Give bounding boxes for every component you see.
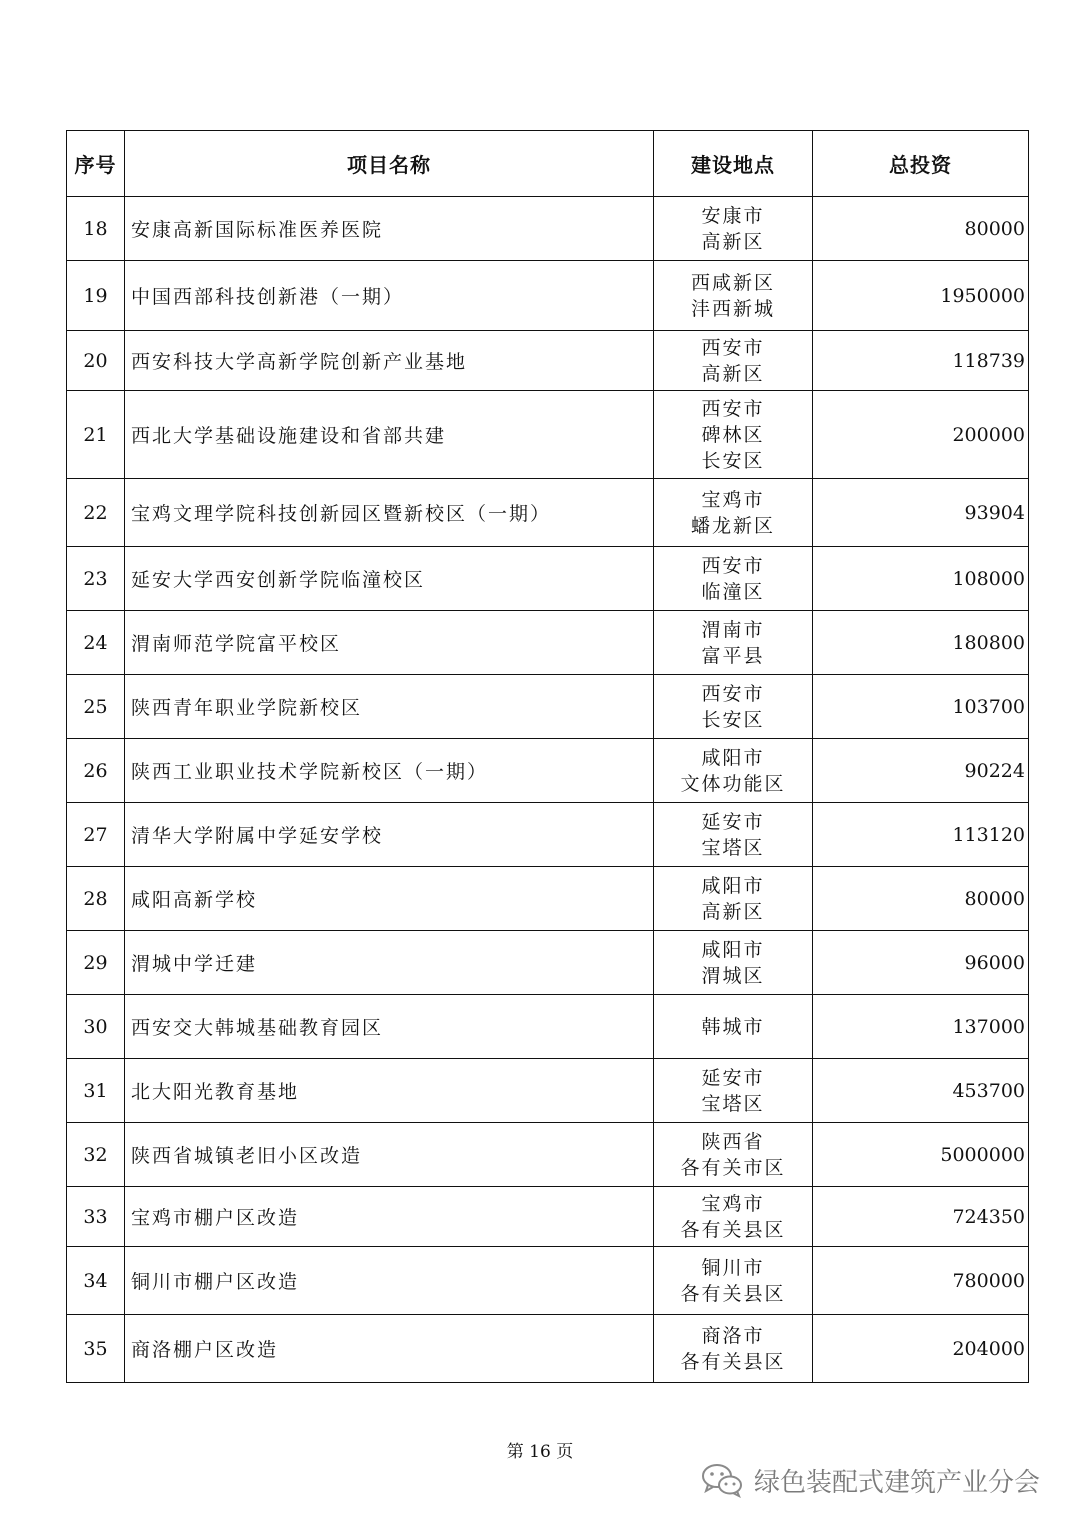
location-line: 渭城区	[701, 964, 765, 987]
location-line: 咸阳市	[701, 746, 765, 769]
cell-location	[654, 803, 813, 867]
table-row	[67, 739, 1029, 803]
cell-investment: 80000	[813, 867, 1029, 931]
cell-seq: 23	[67, 547, 125, 611]
cell-investment: 180800	[813, 611, 1029, 675]
header-investment: 总投资	[813, 131, 1029, 197]
cell-location	[654, 197, 813, 261]
table-row	[67, 611, 1029, 675]
location-line: 安康市	[701, 204, 765, 227]
cell-project-name: 安康高新国际标准医养医院	[125, 197, 654, 261]
page-number: 第 16 页	[506, 1442, 574, 1462]
location-line: 宝鸡市	[701, 1192, 765, 1215]
cell-seq: 25	[67, 675, 125, 739]
location-line: 临潼区	[701, 580, 765, 603]
table-row	[67, 261, 1029, 331]
location-line: 延安市	[701, 1066, 765, 1089]
wechat-icon	[700, 1462, 744, 1498]
table-row	[67, 675, 1029, 739]
location-line: 西安市	[701, 397, 765, 420]
location-line: 文体功能区	[680, 772, 786, 795]
cell-location	[654, 1247, 813, 1315]
watermark	[700, 1460, 1060, 1500]
table-row	[67, 1315, 1029, 1383]
table-row	[67, 995, 1029, 1059]
cell-seq: 35	[67, 1315, 125, 1383]
table-row	[67, 803, 1029, 867]
location-line: 西安市	[701, 682, 765, 705]
location-line: 各有关县区	[680, 1218, 786, 1241]
cell-investment: 137000	[813, 995, 1029, 1059]
location-line: 西安市	[701, 554, 765, 577]
cell-location	[654, 1315, 813, 1383]
cell-project-name: 北大阳光教育基地	[125, 1059, 654, 1123]
location-line: 延安市	[701, 810, 765, 833]
cell-seq: 29	[67, 931, 125, 995]
cell-seq: 31	[67, 1059, 125, 1123]
project-table-container	[66, 130, 1028, 1383]
cell-project-name: 渭城中学迁建	[125, 931, 654, 995]
cell-investment: 1950000	[813, 261, 1029, 331]
location-line: 蟠龙新区	[690, 514, 775, 537]
table-row	[67, 1187, 1029, 1247]
location-line: 铜川市	[701, 1256, 765, 1279]
table-row	[67, 1123, 1029, 1187]
table-row	[67, 867, 1029, 931]
table-row	[67, 931, 1029, 995]
table-row	[67, 391, 1029, 479]
cell-location	[654, 675, 813, 739]
location-line: 西安市	[701, 336, 765, 359]
cell-project-name: 西安交大韩城基础教育园区	[125, 995, 654, 1059]
table-row	[67, 479, 1029, 547]
cell-seq: 32	[67, 1123, 125, 1187]
cell-seq: 21	[67, 391, 125, 479]
cell-project-name: 西北大学基础设施建设和省部共建	[125, 391, 654, 479]
cell-seq: 28	[67, 867, 125, 931]
location-line: 沣西新城	[690, 297, 775, 320]
location-line: 西咸新区	[690, 271, 775, 294]
location-line: 宝塔区	[701, 836, 765, 859]
cell-project-name: 咸阳高新学校	[125, 867, 654, 931]
cell-seq: 22	[67, 479, 125, 547]
cell-location	[654, 1187, 813, 1247]
cell-location	[654, 331, 813, 391]
cell-seq: 33	[67, 1187, 125, 1247]
location-line: 高新区	[701, 900, 765, 923]
cell-location	[654, 867, 813, 931]
location-line: 宝塔区	[701, 1092, 765, 1115]
cell-project-name: 陕西省城镇老旧小区改造	[125, 1123, 654, 1187]
cell-investment: 5000000	[813, 1123, 1029, 1187]
header-project-name: 项目名称	[125, 131, 654, 197]
location-line: 宝鸡市	[701, 488, 765, 511]
location-line: 各有关市区	[680, 1156, 786, 1179]
cell-investment: 103700	[813, 675, 1029, 739]
cell-investment: 724350	[813, 1187, 1029, 1247]
cell-project-name: 延安大学西安创新学院临潼校区	[125, 547, 654, 611]
watermark-text: 绿色装配式建筑产业分会	[754, 1467, 1041, 1498]
cell-seq: 27	[67, 803, 125, 867]
cell-location	[654, 391, 813, 479]
cell-location	[654, 479, 813, 547]
location-line: 咸阳市	[701, 874, 765, 897]
cell-project-name: 中国西部科技创新港（一期）	[125, 261, 654, 331]
cell-seq: 19	[67, 261, 125, 331]
cell-location	[654, 261, 813, 331]
location-line: 渭南市	[701, 618, 765, 641]
location-line: 韩城市	[701, 1015, 765, 1038]
location-line: 各有关县区	[680, 1350, 786, 1373]
cell-investment: 108000	[813, 547, 1029, 611]
cell-investment: 93904	[813, 479, 1029, 547]
cell-investment: 780000	[813, 1247, 1029, 1315]
location-line: 碑林区	[701, 423, 765, 446]
location-line: 长安区	[701, 449, 765, 472]
cell-investment: 204000	[813, 1315, 1029, 1383]
cell-project-name: 渭南师范学院富平校区	[125, 611, 654, 675]
cell-project-name: 陕西工业职业技术学院新校区（一期）	[125, 739, 654, 803]
cell-investment: 80000	[813, 197, 1029, 261]
cell-location	[654, 611, 813, 675]
cell-location	[654, 931, 813, 995]
location-line: 长安区	[701, 708, 765, 731]
table-body	[67, 197, 1029, 1383]
cell-location	[654, 995, 813, 1059]
table-row	[67, 1247, 1029, 1315]
table-row	[67, 547, 1029, 611]
cell-project-name: 陕西青年职业学院新校区	[125, 675, 654, 739]
location-line: 咸阳市	[701, 938, 765, 961]
cell-project-name: 清华大学附属中学延安学校	[125, 803, 654, 867]
cell-seq: 24	[67, 611, 125, 675]
location-line: 陕西省	[701, 1130, 765, 1153]
cell-location	[654, 547, 813, 611]
header-location: 建设地点	[654, 131, 813, 197]
cell-seq: 20	[67, 331, 125, 391]
header-seq: 序号	[67, 131, 125, 197]
cell-investment: 113120	[813, 803, 1029, 867]
cell-project-name: 铜川市棚户区改造	[125, 1247, 654, 1315]
project-table	[66, 130, 1029, 1383]
cell-investment: 118739	[813, 331, 1029, 391]
table-row	[67, 1059, 1029, 1123]
cell-investment: 90224	[813, 739, 1029, 803]
cell-investment: 96000	[813, 931, 1029, 995]
table-row	[67, 197, 1029, 261]
cell-project-name: 宝鸡文理学院科技创新园区暨新校区（一期）	[125, 479, 654, 547]
cell-investment: 200000	[813, 391, 1029, 479]
location-line: 各有关县区	[680, 1282, 786, 1305]
cell-location	[654, 739, 813, 803]
cell-seq: 26	[67, 739, 125, 803]
location-line: 商洛市	[701, 1324, 765, 1347]
cell-investment: 453700	[813, 1059, 1029, 1123]
cell-seq: 34	[67, 1247, 125, 1315]
cell-project-name: 西安科技大学高新学院创新产业基地	[125, 331, 654, 391]
cell-seq: 18	[67, 197, 125, 261]
location-line: 高新区	[701, 230, 765, 253]
cell-project-name: 宝鸡市棚户区改造	[125, 1187, 654, 1247]
cell-location	[654, 1059, 813, 1123]
cell-seq: 30	[67, 995, 125, 1059]
location-line: 富平县	[701, 644, 765, 667]
cell-project-name: 商洛棚户区改造	[125, 1315, 654, 1383]
table-row	[67, 331, 1029, 391]
cell-location	[654, 1123, 813, 1187]
table-header-row	[67, 131, 1029, 197]
location-line: 高新区	[701, 362, 765, 385]
